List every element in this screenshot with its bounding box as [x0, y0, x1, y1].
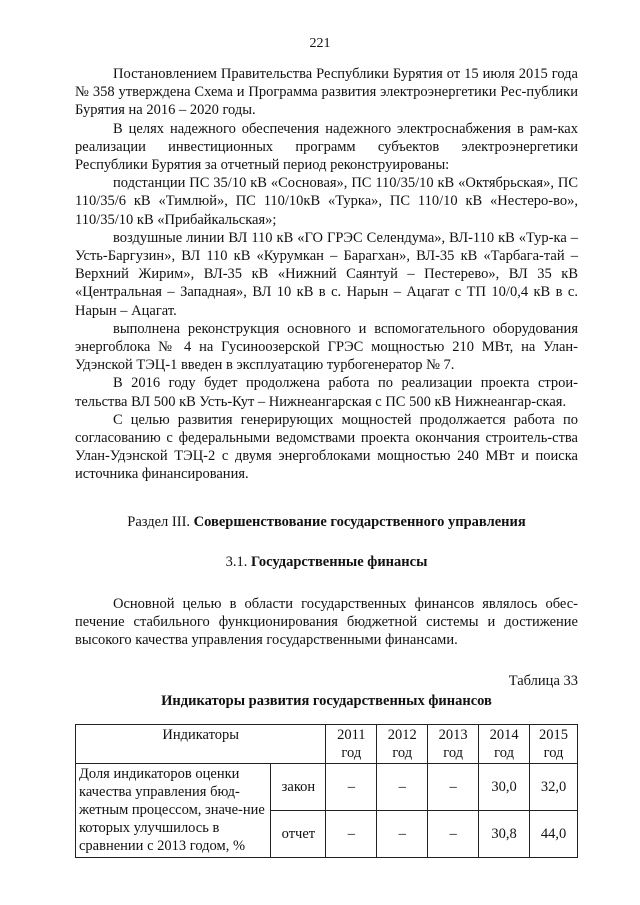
- paragraph: С целью развития генерирующих мощностей продолжается работа по согласованию с федеральными ведомствами проекта окончания строитель-ства Улан-Удэнской ТЭЦ-2 с двумя энергоблоками мощностью 240 МВт и поиска источника финансирования.: [75, 411, 578, 483]
- table-cell: –: [377, 764, 428, 811]
- indicator-name: Доля индикаторов оценки качества управления бюд-жетным процессом, значе-ние которых улучшилось в сравнении с 2013 годом, %: [76, 764, 271, 858]
- table-cell: 44,0: [530, 811, 578, 858]
- paragraph: воздушные линии ВЛ 110 кВ «ГО ГРЭС Селендума», ВЛ-110 кВ «Тур-ка – Усть-Баргузин», ВЛ 110 кВ «Курумкан – Барагхан», ВЛ-35 кВ «Тарбага-тай – Верхний Жирим», ВЛ-35 кВ «Нижний Саянтуй – Пестерево», ВЛ 35 кВ «Центральная – Западная», ВЛ 10 кВ в с. Нарын – Ацагат с ТП 10/0,4 кВ в с. Нарын – Ацагат.: [75, 229, 578, 319]
- table-title: Индикаторы развития государственных финансов: [161, 692, 492, 709]
- section-heading: [75, 513, 578, 531]
- header-year: 2015 год: [530, 725, 578, 764]
- row-type: отчет: [271, 811, 326, 858]
- table-caption: Таблица 33: [508, 672, 578, 689]
- table-cell: 30,8: [479, 811, 530, 858]
- header-indicators: Индикаторы: [76, 725, 326, 764]
- section-prefix: Раздел III.: [127, 513, 194, 530]
- table-cell: –: [428, 764, 479, 811]
- table-cell: –: [377, 811, 428, 858]
- paragraph: В 2016 году будет продолжена работа по реализации проекта строи-тельства ВЛ 500 кВ Усть-Кут – Нижнеангарская с ПС 500 кВ Нижнеангар-ская.: [75, 375, 578, 410]
- page-number: 221: [309, 36, 331, 51]
- paragraph: Постановлением Правительства Республики Бурятия от 15 июля 2015 года № 358 утверждена Схема и Программа развития электроэнергетики Рес-публики Бурятия на 2016 – 2020 годы.: [75, 66, 578, 119]
- paragraph-finance: Основной целью в области государственных финансов являлось обес-печение стабильного функционирования бюджетной системы и достижение высокого качества управления государственными финансами.: [75, 596, 578, 649]
- header-year: 2011 год: [326, 725, 377, 764]
- table-cell: –: [428, 811, 479, 858]
- subsection-heading: [75, 553, 578, 571]
- table-header-row: [76, 725, 578, 764]
- table-cell: 32,0: [530, 764, 578, 811]
- header-year: 2013 год: [428, 725, 479, 764]
- table-cell: –: [326, 764, 377, 811]
- document-body: [75, 65, 578, 858]
- table-row: [76, 764, 578, 811]
- indicators-table: [75, 724, 578, 858]
- header-year: 2014 год: [479, 725, 530, 764]
- paragraph: выполнена реконструкция основного и вспомогательного оборудования энергоблока № 4 на Гусиноозерской ГРЭС мощностью 210 МВт, на Улан-Удэнской ТЭЦ-1 введен в эксплуатацию турбогенератор № 7.: [75, 320, 578, 374]
- paragraph: подстанции ПС 35/10 кВ «Сосновая», ПС 110/35/10 кВ «Октябрьская», ПС 110/35/6 кВ «Тимлюй», ПС 110/10кВ «Турка», ПС 110/10 кВ «Нестеро-во», 110/35/10 кВ «Прибайкальская»;: [75, 175, 578, 228]
- section-title: Совершенствование государственного управления: [193, 513, 526, 530]
- subsection-title: Государственные финансы: [250, 553, 428, 570]
- table-cell: –: [326, 811, 377, 858]
- row-type: закон: [271, 764, 326, 811]
- header-year: 2012 год: [377, 725, 428, 764]
- table-cell: 30,0: [479, 764, 530, 811]
- subsection-prefix: 3.1.: [225, 553, 251, 570]
- paragraph: В целях надежного обеспечения надежного электроснабжения в рам-ках реализации инвестиционных программ субъектов электроэнергетики Республики Бурятия за отчетный период реконструированы:: [75, 120, 578, 174]
